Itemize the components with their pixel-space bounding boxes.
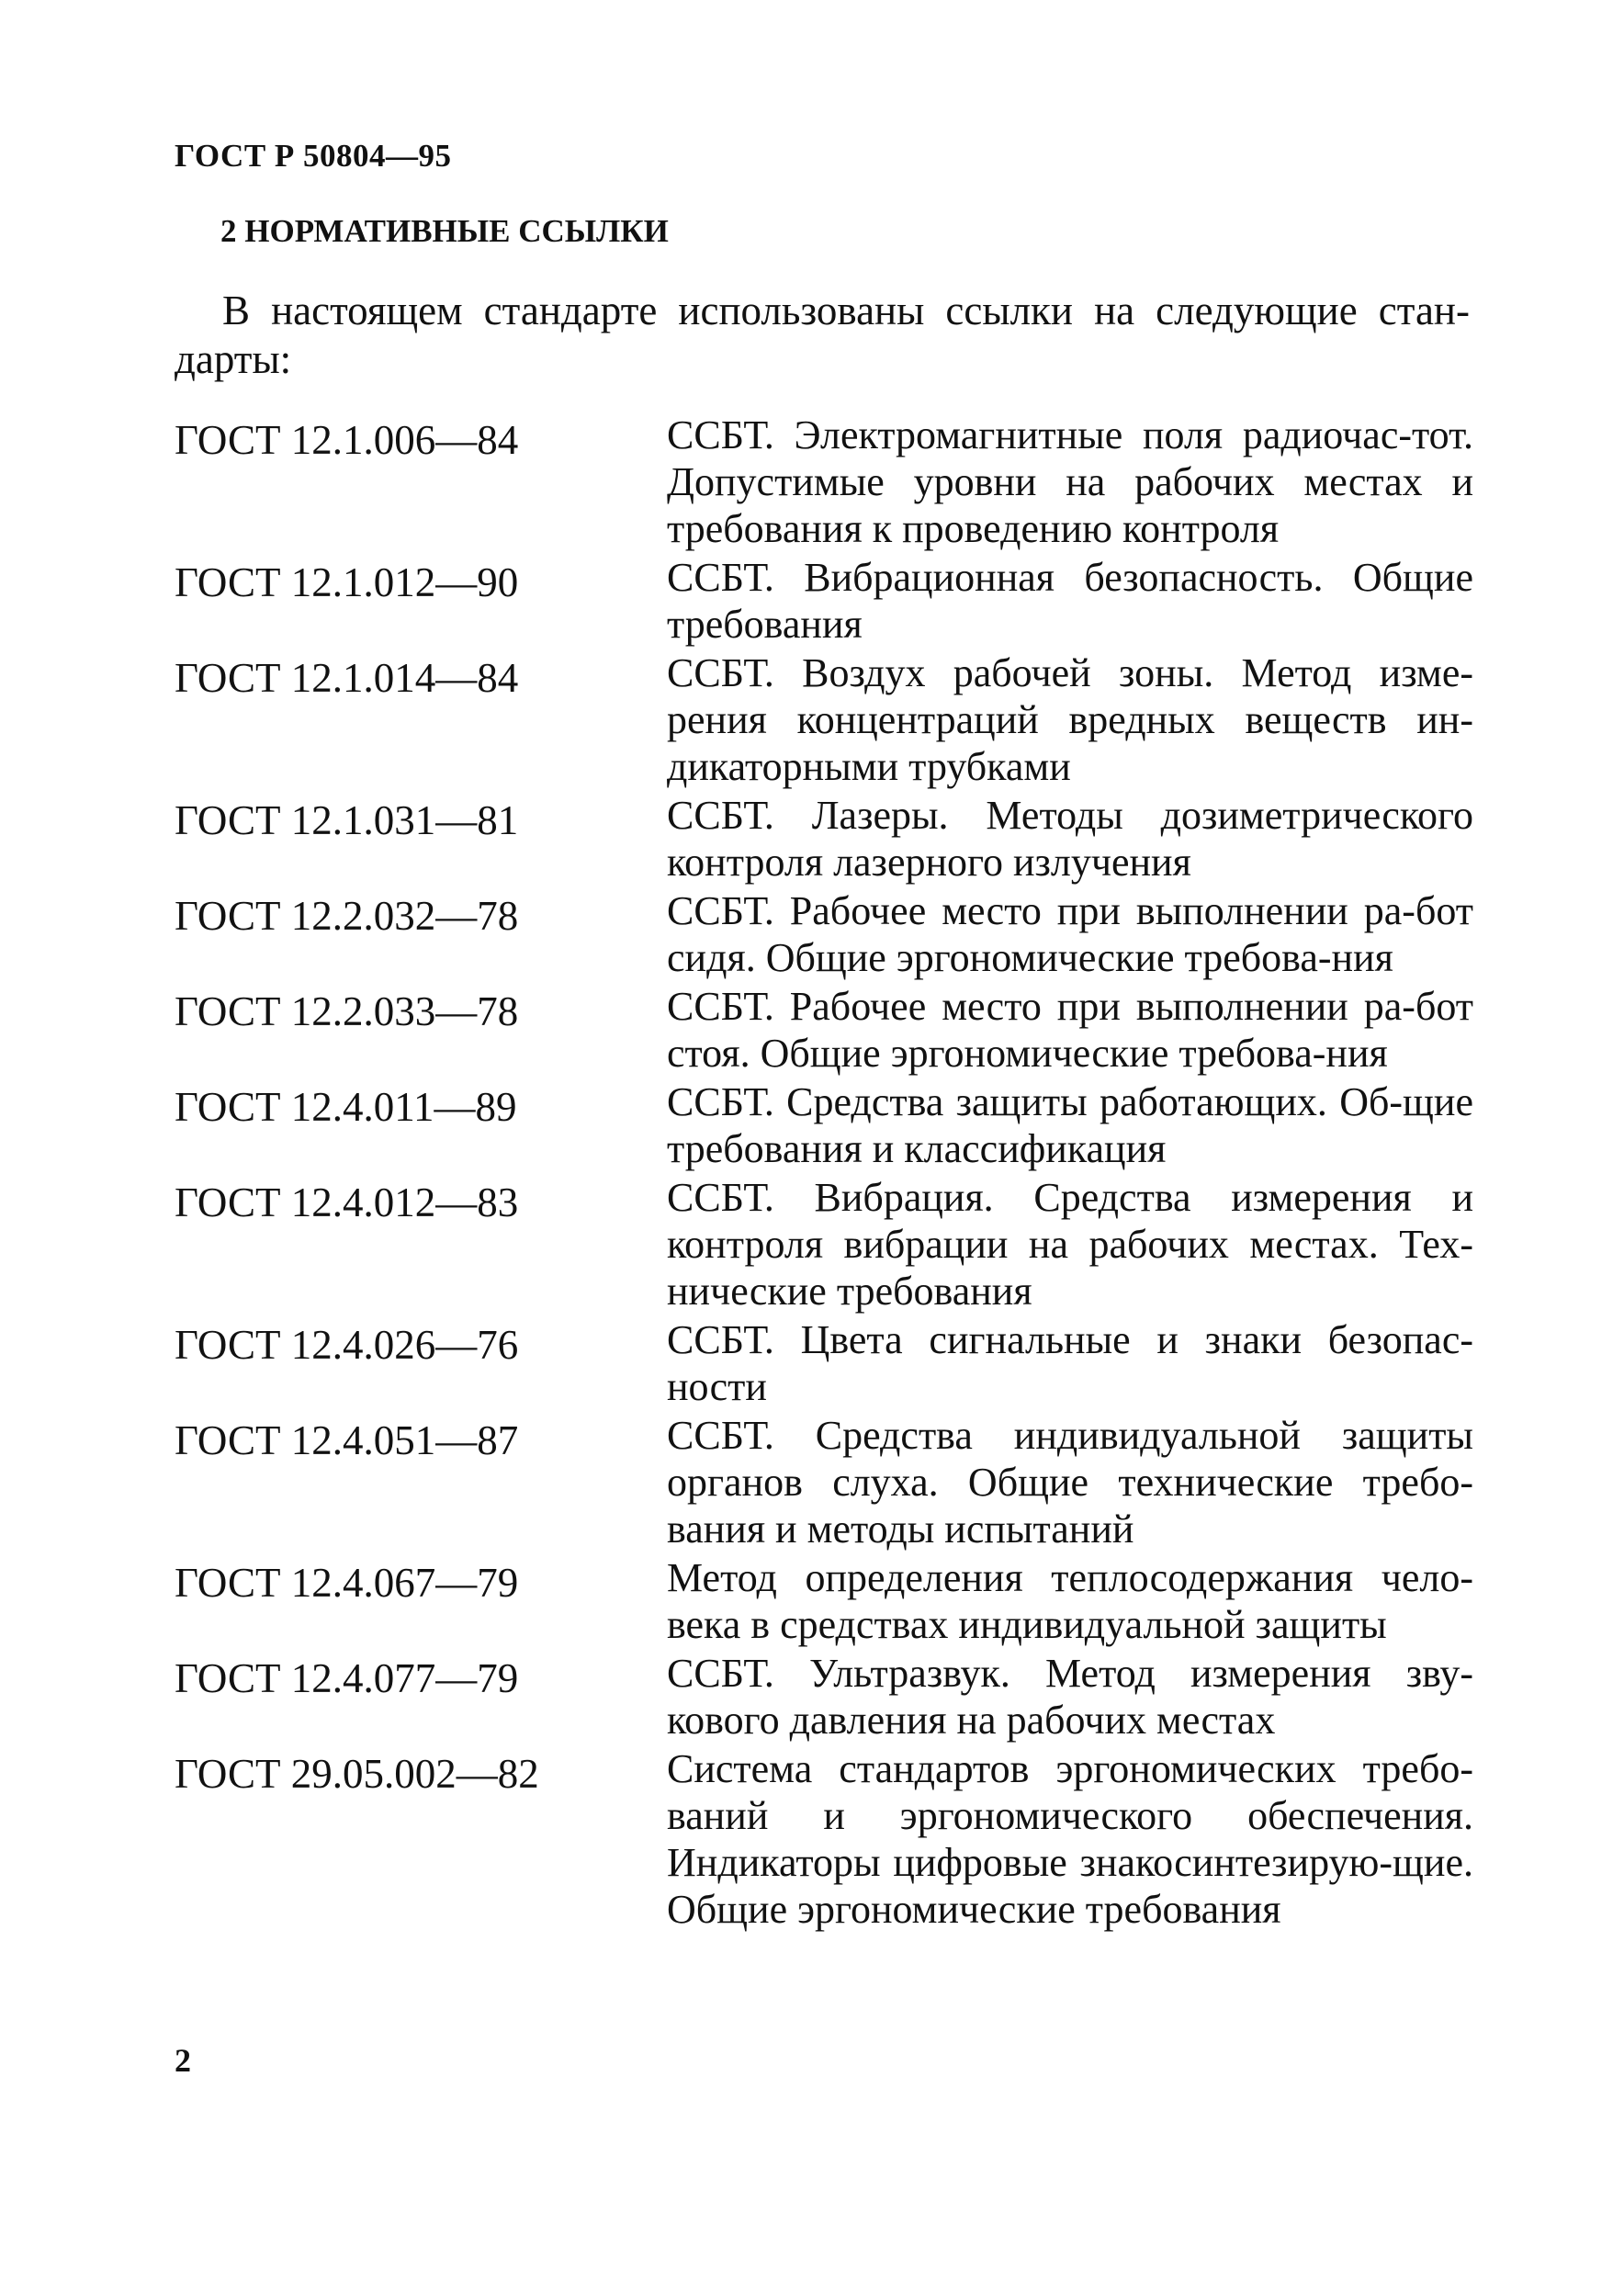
- reference-title: ССБТ. Средства защиты работающих. Об-щие требования и классификация: [667, 1079, 1473, 1171]
- reference-title: ССБТ. Рабочее место при выполнении ра-бот стоя. Общие эргономические требова-ния: [667, 984, 1473, 1076]
- reference-code: ГОСТ 12.2.033—78: [175, 988, 519, 1034]
- reference-code: ГОСТ 12.1.014—84: [175, 655, 519, 701]
- reference-code: ГОСТ 12.4.051—87: [175, 1417, 519, 1463]
- reference-title: Система стандартов эргономических требо-ваний и эргономического обеспечения. Индикаторы цифровые знакосинтезирую-щие. Общие эргономические требования: [667, 1746, 1473, 1932]
- reference-title: Метод определения теплосодержания чело-века в средствах индивидуальной защиты: [667, 1555, 1473, 1647]
- reference-row: [175, 887, 1479, 981]
- reference-row: [175, 554, 1479, 648]
- reference-title: ССБТ. Электромагнитные поля радиочас-тот. Допустимые уровни на рабочих местах и требования к проведению контроля: [667, 412, 1473, 551]
- section-heading: 2 НОРМАТИВНЫЕ ССЫЛКИ: [220, 213, 669, 249]
- reference-row: [175, 649, 1479, 790]
- reference-code: ГОСТ 12.4.026—76: [175, 1322, 519, 1368]
- reference-title: ССБТ. Вибрационная безопасность. Общие требования: [667, 555, 1473, 647]
- reference-row: [175, 1650, 1479, 1744]
- document-id: ГОСТ Р 50804—95: [175, 138, 452, 174]
- reference-title: ССБТ. Средства индивидуальной защиты органов слуха. Общие технические требо-вания и методы испытаний: [667, 1413, 1473, 1552]
- reference-title: ССБТ. Рабочее место при выполнении ра-бот сидя. Общие эргономические требова-ния: [667, 888, 1473, 980]
- reference-code: ГОСТ 12.4.012—83: [175, 1179, 519, 1225]
- reference-code: ГОСТ 12.1.031—81: [175, 797, 519, 843]
- references-list: [175, 412, 1479, 1935]
- reference-row: [175, 1078, 1479, 1172]
- reference-code: ГОСТ 12.1.012—90: [175, 559, 519, 605]
- reference-code: ГОСТ 29.05.002—82: [175, 1751, 539, 1797]
- reference-row: [175, 1316, 1479, 1410]
- reference-row: [175, 792, 1479, 886]
- reference-title: ССБТ. Цвета сигнальные и знаки безопас-ности: [667, 1317, 1473, 1409]
- reference-code: ГОСТ 12.2.032—78: [175, 893, 519, 939]
- intro-paragraph: В настоящем стандарте использованы ссылки на следующие стан-дарты:: [175, 288, 1470, 382]
- reference-title: ССБТ. Воздух рабочей зоны. Метод изме-рения концентраций вредных веществ ин-дикаторными трубками: [667, 650, 1473, 789]
- reference-title: ССБТ. Ультразвук. Метод измерения зву-кового давления на рабочих местах: [667, 1651, 1473, 1743]
- reference-code: ГОСТ 12.4.077—79: [175, 1655, 519, 1701]
- reference-row: [175, 983, 1479, 1077]
- reference-title: ССБТ. Лазеры. Методы дозиметрического контроля лазерного излучения: [667, 793, 1473, 885]
- reference-title: ССБТ. Вибрация. Средства измерения и контроля вибрации на рабочих местах. Тех-нические требования: [667, 1175, 1473, 1314]
- reference-row: [175, 412, 1479, 552]
- page-number: 2: [175, 2042, 191, 2079]
- reference-row: [175, 1745, 1479, 1933]
- reference-row: [175, 1174, 1479, 1315]
- reference-code: ГОСТ 12.4.011—89: [175, 1084, 517, 1130]
- reference-row: [175, 1412, 1479, 1552]
- reference-code: ГОСТ 12.4.067—79: [175, 1560, 519, 1606]
- reference-code: ГОСТ 12.1.006—84: [175, 417, 519, 463]
- reference-row: [175, 1554, 1479, 1648]
